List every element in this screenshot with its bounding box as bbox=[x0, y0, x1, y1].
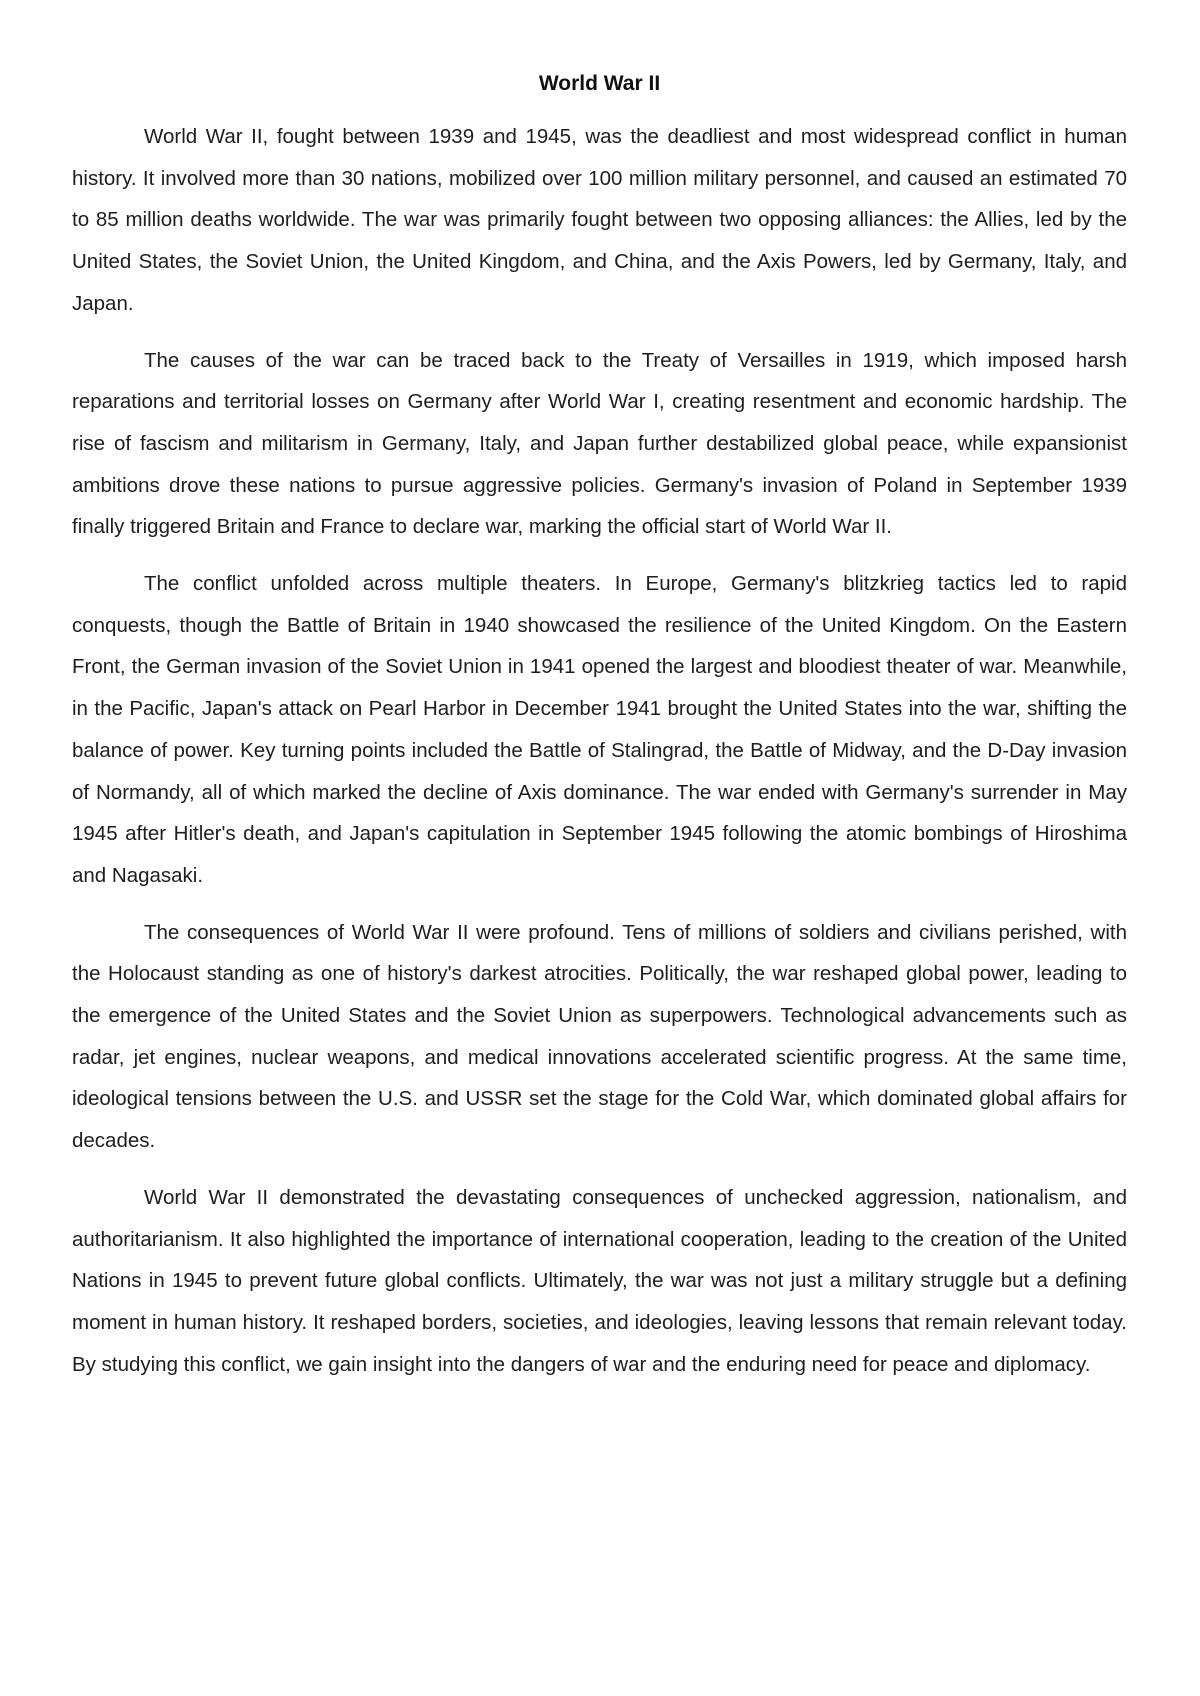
paragraph-introduction: World War II, fought between 1939 and 1945, was the deadliest and most widespread conflict in human history. It involved more than 30 nations, mobilized over 100 million military personnel, and caused an estimated 70 to 85 million deaths worldwide. The war was primarily fought between two opposing alliances: the Allies, led by the United States, the Soviet Union, the United Kingdom, and China, and the Axis Powers, led by Germany, Italy, and Japan. bbox=[72, 125, 1127, 315]
paragraph-causes: The causes of the war can be traced back to the Treaty of Versailles in 1919, which imposed harsh reparations and territorial losses on Germany after World War I, creating resentment and economic hardship. The rise of fascism and militarism in Germany, Italy, and Japan further destabilized global peace, while expansionist ambitions drove these nations to pursue aggressive policies. Germany's invasion of Poland in September 1939 finally triggered Britain and France to declare war, marking the official start of World War II. bbox=[72, 348, 1127, 539]
document-title: World War II bbox=[538, 72, 661, 95]
paragraph-consequences: The consequences of World War II were profound. Tens of millions of soldiers and civilians perished, with the Holocaust standing as one of history's darkest atrocities. Politically, the war reshaped global power, leading to the emergence of the United States and the Soviet Union as superpowers. Technological advancements such as radar, jet engines, nuclear weapons, and medical innovations accelerated scientific progress. At the same time, ideological tensions between the U.S. and USSR set the stage for the Cold War, which dominated global affairs for decades. bbox=[72, 920, 1127, 1153]
paragraph-theaters: The conflict unfolded across multiple theaters. In Europe, Germany's blitzkrieg tactics led to rapid conquests, though the Battle of Britain in 1940 showcased the resilience of the United Kingdom. On the Eastern Front, the German invasion of the Soviet Union in 1941 opened the largest and bloodiest theater of war. Meanwhile, in the Pacific, Japan's attack on Pearl Harbor in December 1941 brought the United States into the war, shifting the balance of power. Key turning points included the Battle of Stalingrad, the Battle of Midway, and the D-Day invasion of Normandy, all of which marked the decline of Axis dominance. The war ended with Germany's surrender in May 1945 after Hitler's death, and Japan's capitulation in September 1945 following the atomic bombings of Hiroshima and Nagasaki. bbox=[72, 572, 1127, 887]
paragraph-conclusion: World War II demonstrated the devastating consequences of unchecked aggression, nationalism, and authoritarianism. It also highlighted the importance of international cooperation, leading to the creation of the United Nations in 1945 to prevent future global conflicts. Ultimately, the war was not just a military struggle but a defining moment in human history. It reshaped borders, societies, and ideologies, leaving lessons that remain relevant today. By studying this conflict, we gain insight into the dangers of war and the enduring need for peace and diplomacy. bbox=[72, 1185, 1127, 1376]
